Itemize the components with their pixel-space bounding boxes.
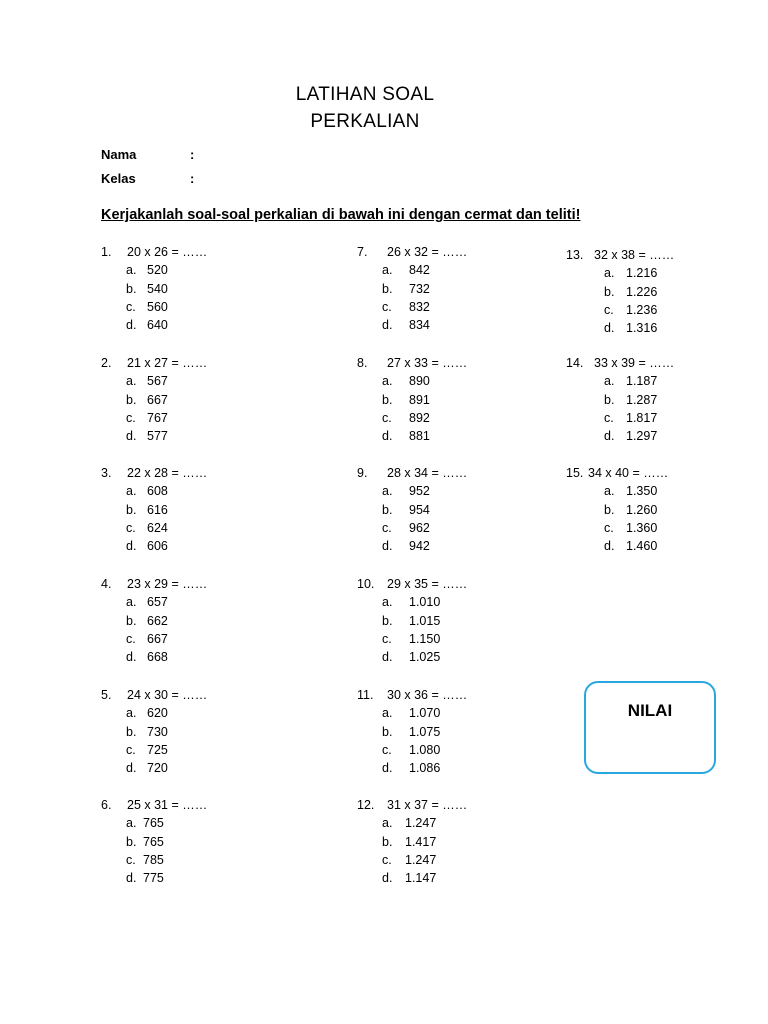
option-letter: a. — [382, 595, 393, 610]
option-letter: b. — [126, 613, 137, 628]
kelas-colon: : — [190, 171, 195, 186]
option-value: 560 — [147, 299, 168, 314]
option-letter: d. — [604, 321, 615, 336]
option-value: 616 — [147, 502, 168, 517]
option-value: 1.025 — [409, 650, 441, 665]
option-letter: b. — [382, 392, 393, 407]
question-text: 29 x 35 = …… — [387, 577, 468, 591]
option-letter: d. — [382, 871, 393, 886]
option-value: 577 — [147, 429, 168, 444]
option-value: 725 — [147, 742, 168, 757]
option-value: 842 — [409, 263, 430, 278]
option-value: 1.150 — [409, 631, 441, 646]
question-text: 33 x 39 = …… — [594, 356, 675, 370]
option-value: 1.247 — [405, 852, 437, 867]
option-letter: a. — [382, 374, 393, 389]
option-value: 765 — [143, 816, 164, 831]
option-value: 1.187 — [626, 374, 658, 389]
question-text: 27 x 33 = …… — [387, 356, 468, 370]
option-letter: b. — [382, 724, 393, 739]
option-value: 952 — [409, 484, 430, 499]
option-letter: a. — [604, 484, 615, 499]
option-letter: d. — [126, 429, 137, 444]
option-value: 1.350 — [626, 484, 658, 499]
option-value: 1.360 — [626, 520, 658, 535]
question-number: 3. — [101, 466, 112, 480]
option-value: 1.216 — [626, 266, 658, 281]
option-letter: d. — [126, 650, 137, 665]
option-value: 668 — [147, 650, 168, 665]
option-value: 785 — [143, 852, 164, 867]
option-letter: c. — [382, 299, 392, 314]
option-value: 606 — [147, 539, 168, 554]
question-text: 30 x 36 = …… — [387, 688, 468, 702]
option-letter: a. — [126, 374, 137, 389]
option-letter: b. — [604, 392, 615, 407]
option-value: 1.147 — [405, 871, 437, 886]
option-value: 624 — [147, 520, 168, 535]
option-letter: d. — [126, 539, 137, 554]
option-value: 1.010 — [409, 595, 441, 610]
option-value: 608 — [147, 484, 168, 499]
option-value: 1.260 — [626, 502, 658, 517]
question-number: 10. — [357, 577, 375, 591]
option-value: 732 — [409, 281, 430, 296]
option-letter: c. — [382, 520, 392, 535]
option-letter: c. — [126, 520, 136, 535]
option-letter: c. — [604, 520, 614, 535]
option-letter: a. — [126, 706, 137, 721]
option-value: 765 — [143, 834, 164, 849]
option-value: 891 — [409, 392, 430, 407]
option-letter: c. — [126, 742, 136, 757]
option-letter: d. — [604, 539, 615, 554]
option-letter: a. — [126, 816, 137, 831]
option-letter: d. — [382, 429, 393, 444]
option-letter: d. — [382, 539, 393, 554]
option-letter: d. — [604, 429, 615, 444]
option-value: 832 — [409, 299, 430, 314]
option-letter: a. — [382, 263, 393, 278]
option-value: 1.080 — [409, 742, 441, 757]
option-letter: b. — [126, 834, 137, 849]
question-number: 9. — [357, 466, 368, 480]
option-letter: a. — [382, 706, 393, 721]
question-number: 5. — [101, 688, 112, 702]
nilai-box — [584, 681, 716, 774]
option-value: 720 — [147, 761, 168, 776]
nama-colon: : — [190, 147, 195, 162]
option-letter: b. — [604, 284, 615, 299]
question-text: 20 x 26 = …… — [127, 245, 208, 259]
option-value: 775 — [143, 871, 164, 886]
page-title-line2: PERKALIAN — [310, 111, 420, 132]
question-text: 22 x 28 = …… — [127, 466, 208, 480]
option-letter: c. — [126, 852, 136, 867]
option-value: 1.015 — [409, 613, 441, 628]
option-value: 540 — [147, 281, 168, 296]
question-text: 28 x 34 = …… — [387, 466, 468, 480]
option-letter: c. — [126, 299, 136, 314]
option-value: 730 — [147, 724, 168, 739]
option-letter: b. — [126, 392, 137, 407]
option-value: 962 — [409, 520, 430, 535]
option-value: 892 — [409, 410, 430, 425]
option-letter: a. — [604, 374, 615, 389]
nilai-label: NILAI — [627, 701, 673, 720]
question-number: 15. — [566, 466, 584, 480]
option-letter: b. — [382, 281, 393, 296]
option-value: 1.316 — [626, 321, 658, 336]
option-letter: b. — [382, 613, 393, 628]
question-number: 7. — [357, 245, 368, 259]
question-number: 11. — [357, 688, 374, 702]
nama-label: Nama — [101, 147, 137, 162]
option-letter: b. — [604, 502, 615, 517]
option-letter: b. — [126, 724, 137, 739]
option-value: 567 — [147, 374, 168, 389]
option-value: 520 — [147, 263, 168, 278]
question-number: 14. — [566, 356, 584, 370]
question-number: 2. — [101, 356, 112, 370]
option-letter: a. — [126, 263, 137, 278]
question-number: 12. — [357, 798, 375, 812]
option-value: 890 — [409, 374, 430, 389]
question-text: 34 x 40 = …… — [588, 466, 669, 480]
option-value: 667 — [147, 392, 168, 407]
option-value: 1.817 — [626, 410, 658, 425]
option-letter: c. — [382, 410, 392, 425]
option-value: 767 — [147, 410, 168, 425]
option-value: 1.075 — [409, 724, 441, 739]
option-value: 954 — [409, 502, 430, 517]
question-text: 26 x 32 = …… — [387, 245, 468, 259]
option-letter: d. — [382, 318, 393, 333]
option-letter: d. — [382, 761, 393, 776]
option-value: 662 — [147, 613, 168, 628]
option-letter: b. — [126, 281, 137, 296]
option-letter: d. — [126, 871, 137, 886]
question-text: 24 x 30 = …… — [127, 688, 208, 702]
option-value: 1.297 — [626, 429, 658, 444]
question-number: 8. — [357, 356, 368, 370]
question-number: 4. — [101, 577, 112, 591]
option-letter: d. — [126, 318, 137, 333]
option-letter: a. — [126, 484, 137, 499]
option-letter: c. — [382, 631, 392, 646]
option-value: 1.086 — [409, 761, 441, 776]
option-letter: a. — [604, 266, 615, 281]
option-letter: a. — [382, 484, 393, 499]
question-number: 13. — [566, 248, 584, 262]
option-letter: b. — [382, 502, 393, 517]
option-value: 942 — [409, 539, 430, 554]
option-letter: c. — [126, 631, 136, 646]
question-text: 32 x 38 = …… — [594, 248, 675, 262]
option-value: 1.070 — [409, 706, 441, 721]
option-value: 1.236 — [626, 302, 658, 317]
page-title-line1: LATIHAN SOAL — [295, 84, 435, 105]
option-value: 667 — [147, 631, 168, 646]
option-letter: c. — [382, 852, 392, 867]
option-value: 1.460 — [626, 539, 658, 554]
option-value: 620 — [147, 706, 168, 721]
option-value: 1.287 — [626, 392, 658, 407]
option-letter: c. — [382, 742, 392, 757]
option-value: 1.247 — [405, 816, 437, 831]
option-value: 1.417 — [405, 834, 437, 849]
option-letter: a. — [382, 816, 393, 831]
question-text: 23 x 29 = …… — [127, 577, 208, 591]
question-text: 21 x 27 = …… — [127, 356, 208, 370]
option-value: 1.226 — [626, 284, 658, 299]
option-value: 640 — [147, 318, 168, 333]
option-letter: d. — [126, 761, 137, 776]
option-letter: c. — [604, 302, 614, 317]
question-text: 31 x 37 = …… — [387, 798, 468, 812]
question-text: 25 x 31 = …… — [127, 798, 208, 812]
option-letter: c. — [604, 410, 614, 425]
instruction-text: Kerjakanlah soal-soal perkalian di bawah ini dengan cermat dan teliti! — [101, 207, 581, 223]
question-number: 6. — [101, 798, 112, 812]
option-letter: b. — [126, 502, 137, 517]
kelas-label: Kelas — [101, 171, 136, 186]
option-value: 657 — [147, 595, 168, 610]
option-letter: d. — [382, 650, 393, 665]
option-letter: b. — [382, 834, 393, 849]
option-value: 834 — [409, 318, 430, 333]
option-value: 881 — [409, 429, 430, 444]
option-letter: a. — [126, 595, 137, 610]
question-number: 1. — [101, 245, 112, 259]
option-letter: c. — [126, 410, 136, 425]
